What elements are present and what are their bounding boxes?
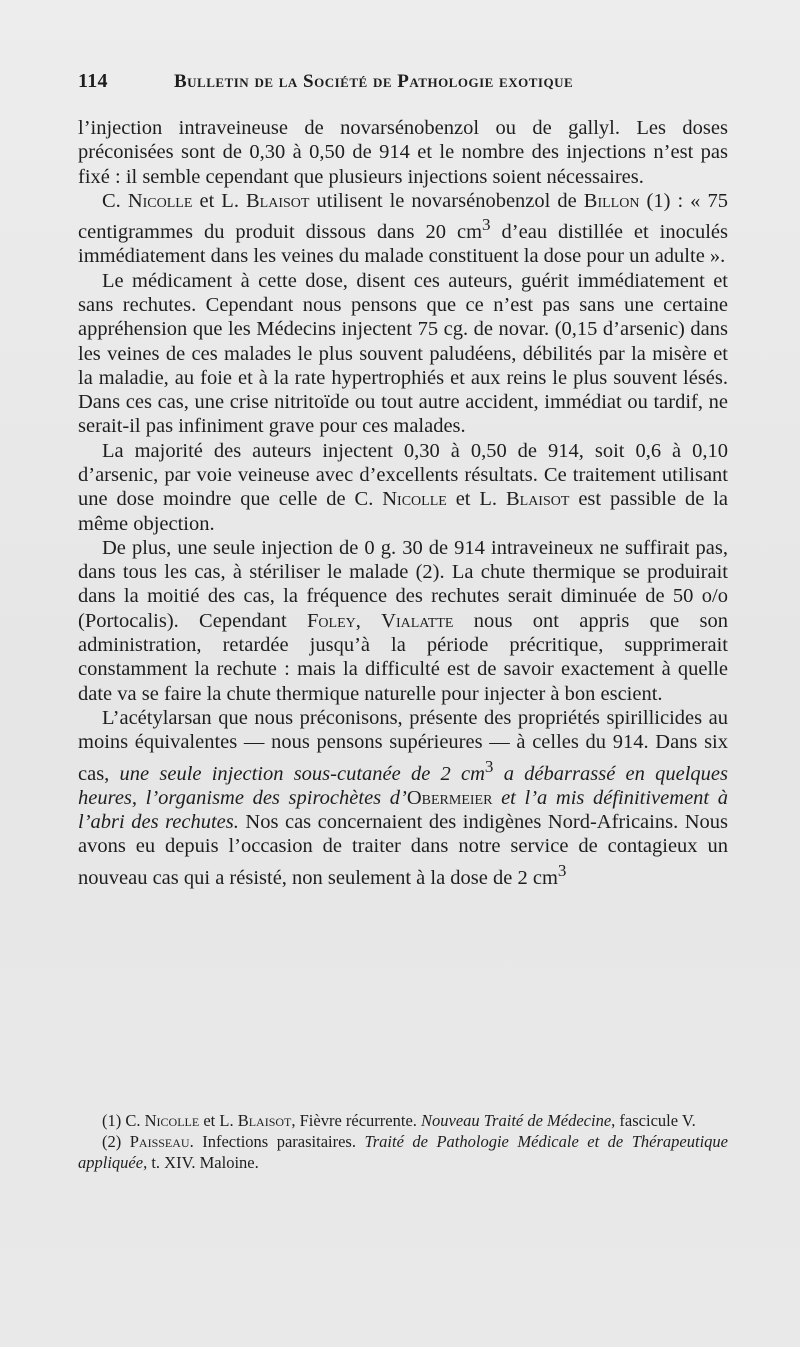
italic-run: une seule injection sous-cutanée de 2 cm	[119, 762, 485, 785]
text-run: et L.	[199, 1111, 238, 1130]
footnotes	[78, 1110, 728, 1173]
author-name: Nicolle	[382, 488, 447, 511]
author-name: Blaisot	[505, 488, 570, 511]
italic-run: Nouveau Traité de Médecine	[421, 1111, 612, 1130]
paragraph-2	[78, 189, 728, 269]
superscript: 3	[557, 860, 567, 880]
text-run: (2)	[102, 1132, 130, 1151]
text-run: . Infections parasitaires.	[189, 1132, 365, 1151]
author-name: Blaisot	[246, 189, 310, 212]
author-name: Nicolle	[127, 189, 193, 212]
author-name: Foley	[307, 609, 356, 632]
text-run: , fascicule V.	[611, 1111, 696, 1130]
text-run: et L.	[446, 488, 506, 511]
text-run: Nos cas concernaient des indigènes Nord-Africains. Nous avons eu depuis l’occasion de traiter dans notre service de contagieux un nouveau cas qui a résisté, non seulement à la dose de 2 cm	[78, 810, 729, 889]
text-run: nous ont appris que son administration, retardée jusqu’à la période précritique, supprimerait constamment la rechute : mais la difficulté est de savoir exactement à quelle date va se faire la chute thermique naturelle pour injecter à bon escient.	[78, 609, 728, 705]
page-number: 114	[78, 70, 108, 92]
author-name: Paisseau	[129, 1132, 190, 1151]
italic-run: et l’a mis définitivement à l’abri des rechutes.	[78, 786, 728, 833]
italic-run: a débarrassé en quelques heures, l’organisme des spirochètes d’	[78, 762, 728, 809]
text-run: , Fièvre récurrente.	[291, 1111, 422, 1130]
text-run: et L.	[192, 189, 246, 212]
author-name: Obermeier	[406, 786, 493, 809]
footnote-1	[78, 1110, 728, 1131]
text-run: De plus, une seule injection de 0 g. 30 de 914 intraveineux ne suffirait pas, dans tous les cas, à stériliser le malade (2). La chute thermique se produirait dans la moitié des cas, la fréquence des rechutes serait diminuée de 50 o/o (Portocalis). Cependant	[78, 536, 728, 632]
footnote-2	[78, 1131, 728, 1173]
italic-run: Traité de Pathologie Médicale et de Thérapeutique appliquée	[78, 1132, 728, 1172]
superscript: 3	[482, 215, 491, 235]
running-title: Bulletin de la Société de Pathologie exotique	[174, 71, 574, 92]
page-header	[78, 70, 728, 93]
text-run: utilisent le novarsénobenzol de	[309, 189, 584, 212]
paragraph-5	[78, 536, 728, 706]
text-run: ,	[355, 609, 382, 632]
text-run: , t. XIV. Maloine.	[143, 1153, 259, 1172]
text-run: C.	[102, 189, 128, 212]
text-run: d’eau distillée et inoculés immédiatement dans les veines du malade constituent la dose pour un adulte ».	[78, 221, 728, 268]
text-run: (1) C.	[102, 1111, 145, 1130]
author-name: Vialatte	[381, 609, 454, 632]
main-text	[78, 116, 728, 890]
text-run: (1) : « 75 centigrammes du produit dissous dans 20 cm	[78, 189, 728, 244]
paragraph-1: l’injection intraveineuse de novarsénobenzol ou de gallyl. Les doses préconisées sont de 0,30 à 0,50 de 914 et le nombre des injections n’est pas fixé : il semble cependant que plusieurs injections soient nécessaires.	[78, 117, 728, 188]
author-name: Blaisot	[237, 1111, 292, 1130]
author-name: Nicolle	[144, 1111, 200, 1130]
paragraph-3: Le médicament à cette dose, disent ces auteurs, guérit immédiatement et sans rechutes. Cependant nous pensons que ce n’est pas sans une certaine appréhension que les Médecins injectent 75 cg. de novar. (0,15 d’arsenic) dans les veines de ces malades le plus souvent paludéens, débilités par la misère et la maladie, au foie et à la rate hypertrophiés et aux reins le plus souvent lésés. Dans ces cas, une crise nitritoïde ou tout autre accident, immédiat ou tardif, ne serait-il pas infiniment grave pour ces malades.	[78, 269, 728, 438]
text-run: La majorité des auteurs injectent 0,30 à 0,50 de 914, soit 0,6 à 0,10 d’arsenic, par voie veineuse avec d’excellents résultats. Ce traitement utilisant une dose moindre que celle de C.	[78, 439, 728, 511]
author-name: Billon	[583, 189, 640, 212]
paragraph-4	[78, 439, 728, 536]
paragraph-6	[78, 706, 728, 890]
text-run: L’acétylarsan que nous préconisons, présente des propriétés spirillicides au moins équivalentes — nous pensons supérieures — à celles du 914. Dans six cas,	[78, 706, 728, 785]
text-run: est passible de la même objection.	[78, 488, 728, 535]
superscript: 3	[484, 756, 494, 776]
